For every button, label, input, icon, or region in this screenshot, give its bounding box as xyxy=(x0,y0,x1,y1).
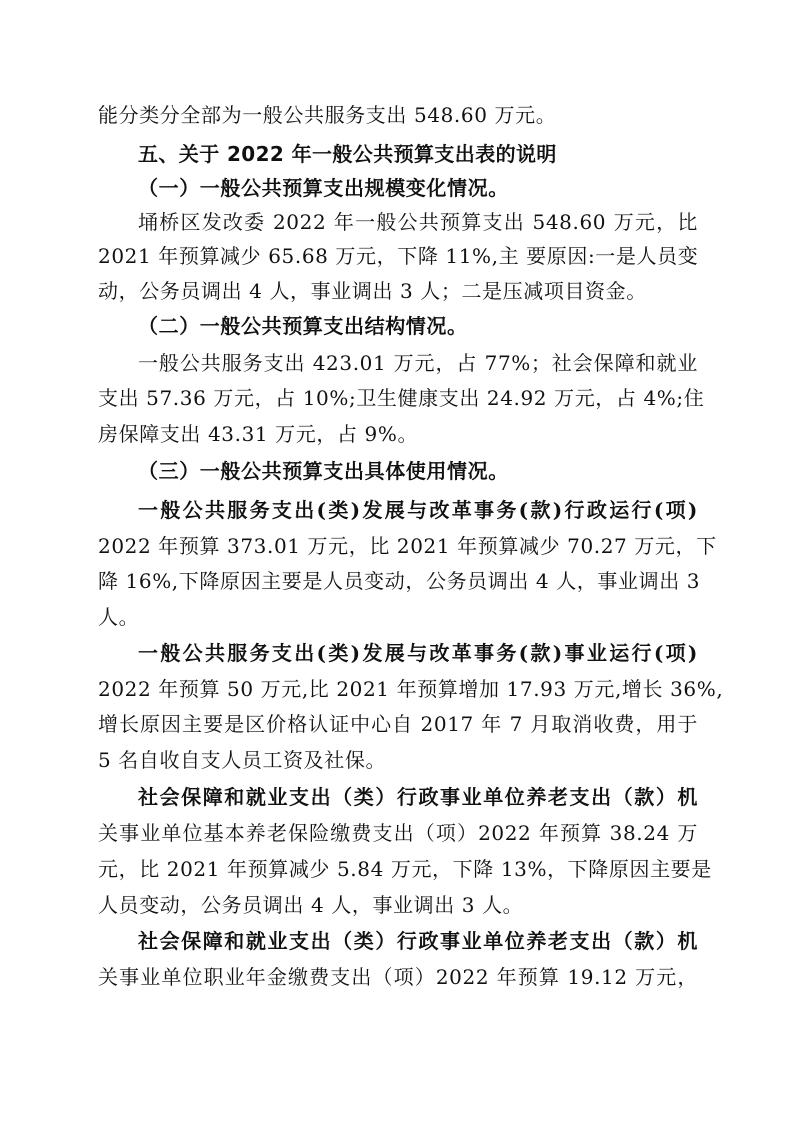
item-heading-1: 一般公共服务支出(类)发展与改革事务(款)行政运行(项) xyxy=(138,498,698,522)
text-line-25: 关事业单位职业年金缴费支出（项）2022 年预算 19.12 万元， xyxy=(98,965,698,989)
subheading-3: （三）一般公共预算支出具体使用情况。 xyxy=(138,459,509,483)
text-line-10: 房保障支出 43.31 万元，占 9%。 xyxy=(98,422,419,446)
subheading-1: （一）一般公共预算支出规模变化情况。 xyxy=(138,176,509,200)
text-line-1: 能分类分全部为一般公共服务支出 548.60 万元。 xyxy=(98,103,557,127)
text-line-5: 2021 年预算减少 65.68 万元，下降 11%,主 要原因:一是人员变 xyxy=(98,244,699,268)
text-line-18: 增长原因主要是区价格认证中心自 2017 年 7 月取消收费，用于 xyxy=(98,712,698,736)
text-line-17: 2022 年预算 50 万元,比 2021 年预算增加 17.93 万元,增长 36%, xyxy=(98,677,724,701)
section-heading-5: 五、关于 2022 年一般公共预算支出表的说明 xyxy=(138,142,557,166)
item-heading-2: 一般公共服务支出(类)发展与改革事务(款)事业运行(项) xyxy=(138,641,698,665)
text-line-21: 关事业单位基本养老保险缴费支出（项）2022 年预算 38.24 万 xyxy=(98,821,698,845)
item-heading-4: 社会保障和就业支出（类）行政事业单位养老支出（款）机 xyxy=(138,929,698,953)
text-line-9: 支出 57.36 万元，占 10%;卫生健康支出 24.92 万元，占 4%;住 xyxy=(98,386,705,410)
text-line-22: 元，比 2021 年预算减少 5.84 万元，下降 13%，下降原因主要是 xyxy=(98,857,712,881)
text-line-23: 人员变动，公务员调出 4 人，事业调出 3 人。 xyxy=(98,893,524,917)
text-line-15: 人。 xyxy=(98,605,140,629)
text-line-4: 埇桥区发改委 2022 年一般公共预算支出 548.60 万元，比 xyxy=(138,210,698,234)
text-line-14: 降 16%,下降原因主要是人员变动，公务员调出 4 人，事业调出 3 xyxy=(98,569,701,593)
text-line-19: 5 名自收自支人员工资及社保。 xyxy=(98,748,387,772)
subheading-2: （二）一般公共预算支出结构情况。 xyxy=(138,314,468,338)
text-line-6: 动，公务员调出 4 人，事业调出 3 人；二是压减项目资金。 xyxy=(98,279,647,303)
item-heading-3: 社会保障和就业支出（类）行政事业单位养老支出（款）机 xyxy=(138,785,698,809)
text-line-8: 一般公共服务支出 423.01 万元，占 77%；社会保障和就业 xyxy=(138,351,698,375)
text-line-13: 2022 年预算 373.01 万元，比 2021 年预算减少 70.27 万元，下 xyxy=(98,534,717,558)
